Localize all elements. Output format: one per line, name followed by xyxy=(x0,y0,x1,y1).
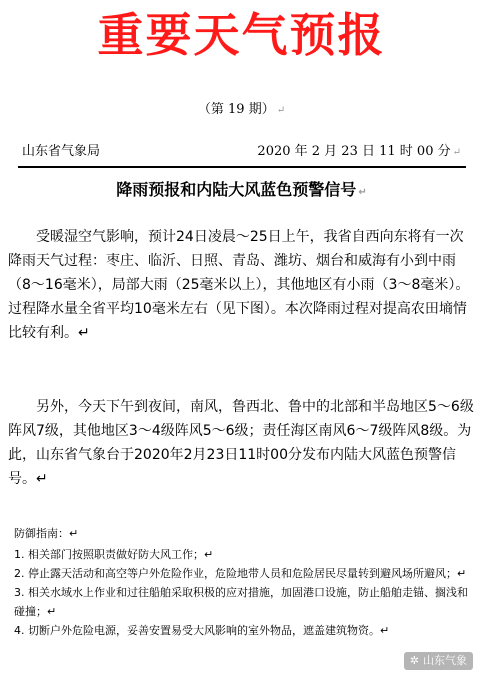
issue-datetime-text: 2020 年 2 月 23 日 11 时 00 分 xyxy=(257,144,451,159)
masthead-title: 重要天气预报 xyxy=(97,8,386,62)
issue-number xyxy=(0,102,483,119)
guidance-title: 防御指南：↵ xyxy=(14,527,79,540)
guidance-item: 4. 切断户外危险电源，妥善安置易受大风影响的室外物品，遮盖建筑物资。↵ xyxy=(14,624,390,637)
article-title xyxy=(0,178,483,205)
article-paragraph: 另外，今天下午到夜间，南风，鲁西北、鲁中的北部和半岛地区5～6级阵风7级，其他地区3～4级阵风5～6级；责任海区南风6～7级阵风8级。为此，山东省气象台于2020年2月23日11时00分发布内陆大风蓝色预警信号。↵ xyxy=(8,399,474,487)
watermark-text: 山东气象 xyxy=(423,654,467,667)
issuing-org: 山东省气象局 xyxy=(22,144,101,159)
issue-datetime xyxy=(257,144,461,161)
edit-mark: ↵ xyxy=(452,147,461,158)
article-paragraph: 受暖湿空气影响，预计24日凌晨～25日上午，我省自西向东将有一次降雨天气过程：枣庄、临沂、日照、青岛、潍坊、烟台和威海有小到中雨（8～16毫米），局部大雨（25毫米以上），其他地区有小雨（3～8毫米）。过程降水量全省平均10毫米左右（见下图）。本次降雨过程对提高农田墒情比较有利。↵ xyxy=(8,229,470,341)
wechat-icon: ✲ xyxy=(409,654,419,667)
guidance-item: 3. 相关水域水上作业和过往船舶采取积极的应对措施，加固港口设施，防止船舶走锚、搁浅和碰撞；↵ xyxy=(14,586,468,618)
guidance-item: 2. 停止露天活动和高空等户外危险作业，危险地带人员和危险居民尽量转到避风场所避风；↵ xyxy=(14,567,467,580)
defense-guidance xyxy=(14,524,469,640)
edit-mark: ↵ xyxy=(358,187,367,198)
guidance-item: 1. 相关部门按照职责做好防大风工作；↵ xyxy=(14,548,214,561)
issue-number-text: （第 19 期） xyxy=(197,102,275,117)
edit-mark: ↵ xyxy=(276,105,286,116)
article-title-text: 降雨预报和内陆大风蓝色预警信号 xyxy=(116,180,357,199)
header-divider xyxy=(18,166,466,168)
account-watermark xyxy=(404,652,473,670)
